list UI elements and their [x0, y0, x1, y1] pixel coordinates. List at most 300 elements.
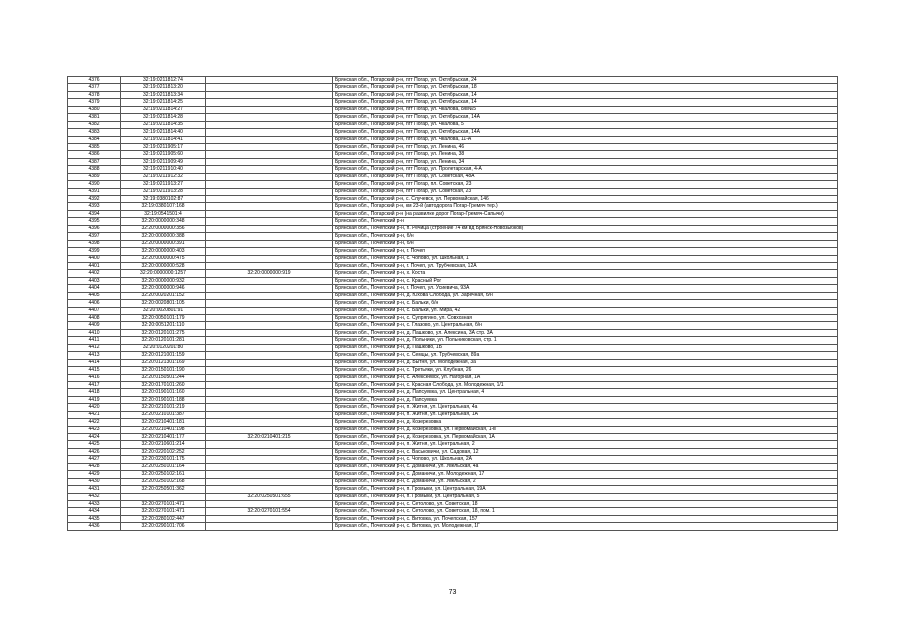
cell-row-number: 4410: [68, 329, 121, 336]
cell-cadastral-number: 32:20:0121301:169: [121, 359, 206, 366]
cell-address: Брянская обл., Почепский р-н, г. Почеп: [333, 248, 838, 255]
table-row: [68, 396, 838, 403]
cell-row-number: 4387: [68, 158, 121, 165]
cell-row-number: 4394: [68, 210, 121, 217]
table-row: [68, 166, 838, 173]
cell-linked-cadastral-number: [206, 203, 333, 210]
cell-address: Брянская обл., Почепский р-н, с. Красная Слобода, ул. Молодежная, 1/1: [333, 381, 838, 388]
cell-linked-cadastral-number: [206, 315, 333, 322]
cell-row-number: 4397: [68, 233, 121, 240]
cell-cadastral-number: 32:19:0211813:20: [121, 84, 206, 91]
cell-row-number: 4427: [68, 456, 121, 463]
cell-row-number: 4392: [68, 196, 121, 203]
table-row: [68, 441, 838, 448]
cell-address: Брянская обл., Погарский р-н, пгт Погар, ул. Октябрьская, 18: [333, 84, 838, 91]
cell-linked-cadastral-number: [206, 143, 333, 150]
cell-linked-cadastral-number: [206, 173, 333, 180]
cell-cadastral-number: 32:20:0000000:1257: [121, 270, 206, 277]
cell-row-number: 4415: [68, 367, 121, 374]
cell-row-number: 4389: [68, 173, 121, 180]
cell-address: Брянская обл., Почепский р-н, д. Пашково, ул. Алексина, 3А стр. 3А: [333, 329, 838, 336]
cell-linked-cadastral-number: [206, 218, 333, 225]
cell-address: Брянская обл., Погарский р-н, км 23-й (автодорога Погар-Гремяч тер.): [333, 203, 838, 210]
cell-address: Брянская обл., Почепский р-н, п. Речица (строение 74 км вд Брянск-Новозыбков): [333, 225, 838, 232]
table-row: [68, 106, 838, 113]
cell-cadastral-number: 32:20:0150501:244: [121, 374, 206, 381]
table-row: [68, 225, 838, 232]
table-row: [68, 196, 838, 203]
cell-row-number: 4379: [68, 99, 121, 106]
cell-row-number: 4401: [68, 262, 121, 269]
table-row: [68, 173, 838, 180]
cell-linked-cadastral-number: [206, 300, 333, 307]
cell-cadastral-number: 32:20:0000000:348: [121, 218, 206, 225]
cell-linked-cadastral-number: [206, 486, 333, 493]
cell-address: Брянская обл., Почепский р-н, с. Витовка, ул. Молодежная, 1Г: [333, 523, 838, 530]
table-row: [68, 315, 838, 322]
cell-linked-cadastral-number: [206, 329, 333, 336]
cell-address: Брянская обл., Почепский р-н, д. Козерезовка, ул. Первомайская, 1-в: [333, 426, 838, 433]
table-row: [68, 233, 838, 240]
cell-cadastral-number: 32:20:0290101:706: [121, 523, 206, 530]
cell-address: Брянская обл., Почепский р-н, д. Бытня, ул. Молодежная, 3а: [333, 359, 838, 366]
cell-row-number: 4435: [68, 515, 121, 522]
cell-row-number: 4404: [68, 285, 121, 292]
table-row: [68, 292, 838, 299]
cell-cadastral-number: 32:19:0211814:27: [121, 106, 206, 113]
cell-row-number: 4398: [68, 240, 121, 247]
table-row: [68, 143, 838, 150]
cell-linked-cadastral-number: [206, 352, 333, 359]
cell-row-number: 4417: [68, 381, 121, 388]
cell-cadastral-number: 32:20:0000000:475: [121, 255, 206, 262]
cell-row-number: 4391: [68, 188, 121, 195]
cell-address: Брянская обл., Погарский р-н, пгт Погар, ул. Ленина, 46: [333, 143, 838, 150]
cell-cadastral-number: 32:20:0220102:252: [121, 448, 206, 455]
cell-cadastral-number: 32:20:0190101:188: [121, 396, 206, 403]
table-row: [68, 121, 838, 128]
table-row: [68, 129, 838, 136]
cell-row-number: 4408: [68, 315, 121, 322]
cell-cadastral-number: 32:19:0211905:17: [121, 143, 206, 150]
cell-cadastral-number: 32:20:0051201:110: [121, 322, 206, 329]
cell-cadastral-number: 32:20:0020801:105: [121, 300, 206, 307]
table-row: [68, 478, 838, 485]
cell-cadastral-number: 32:20:0000000:932: [121, 277, 206, 284]
cell-cadastral-number: 32:19:0380107:168: [121, 203, 206, 210]
cell-cadastral-number: 32:20:0270101:471: [121, 508, 206, 515]
cell-row-number: 4426: [68, 448, 121, 455]
cell-cadastral-number: 32:20:0250101:164: [121, 463, 206, 470]
cell-cadastral-number: 32:20:0050101:179: [121, 315, 206, 322]
cell-linked-cadastral-number: [206, 277, 333, 284]
cell-row-number: 4383: [68, 129, 121, 136]
cell-address: Брянская обл., Погарский р-н, пгт Погар, ул. Ленина, 38: [333, 151, 838, 158]
cell-address: Брянская обл., Почепский р-н, с. Доманичи, ул. Молодежная, 17: [333, 471, 838, 478]
cell-linked-cadastral-number: [206, 441, 333, 448]
cell-linked-cadastral-number: [206, 337, 333, 344]
cell-linked-cadastral-number: [206, 262, 333, 269]
cell-address: Брянская обл., Почепский р-н, с. Алексеевск, ул. Нагорная, 1А: [333, 374, 838, 381]
cell-linked-cadastral-number: [206, 456, 333, 463]
table-row: [68, 493, 838, 500]
cell-cadastral-number: 32:19:0211814:25: [121, 99, 206, 106]
cell-cadastral-number: 32:20:0120101:281: [121, 337, 206, 344]
cell-linked-cadastral-number: [206, 77, 333, 84]
cell-row-number: 4384: [68, 136, 121, 143]
cell-address: Брянская обл., Погарский р-н, пгт Погар, ул. Советская, 48А: [333, 173, 838, 180]
table-row: [68, 84, 838, 91]
cell-linked-cadastral-number: [206, 478, 333, 485]
cell-linked-cadastral-number: [206, 404, 333, 411]
cell-row-number: 4434: [68, 508, 121, 515]
cell-row-number: 4377: [68, 84, 121, 91]
cell-address: Брянская обл., Почепский р-н, х. Костa: [333, 270, 838, 277]
cell-linked-cadastral-number: [206, 210, 333, 217]
cell-address: Брянская обл., Погарский р-н, пгт Погар, ул. Октябрьская, 24: [333, 77, 838, 84]
table-row: [68, 181, 838, 188]
cell-linked-cadastral-number: [206, 240, 333, 247]
table-row: [68, 114, 838, 121]
table-row: [68, 352, 838, 359]
cell-row-number: 4402: [68, 270, 121, 277]
cell-address: Брянская обл., Погарский р-н, пгт Погар, ул. Октябрьская, 14: [333, 99, 838, 106]
table-row: [68, 389, 838, 396]
cell-linked-cadastral-number: [206, 411, 333, 418]
table-row: [68, 411, 838, 418]
table-row: [68, 277, 838, 284]
table-row: [68, 337, 838, 344]
cell-address: Брянская обл., Погарский р-н, с. Случевск, ул. Первомайская, 146: [333, 196, 838, 203]
cell-row-number: 4432: [68, 493, 121, 500]
table-row: [68, 151, 838, 158]
cell-linked-cadastral-number: [206, 99, 333, 106]
table-row: [68, 240, 838, 247]
table-row: [68, 381, 838, 388]
table-row: [68, 285, 838, 292]
cell-row-number: 4380: [68, 106, 121, 113]
cell-address: Брянская обл., Погарский р-н, пгт Погар, ул. Чкалова, 8/в№5: [333, 106, 838, 113]
cell-address: Брянская обл., Почепский р-н: [333, 218, 838, 225]
cell-address: Брянская обл., Погарский р-н, пгт Погар, ул. Октябрьская, 14А: [333, 114, 838, 121]
cell-address: Брянская обл., Погарский р-н, пгт Погар, ул. Чкалова, 11-А: [333, 136, 838, 143]
cell-cadastral-number: 32:19:0211909:49: [121, 158, 206, 165]
cell-linked-cadastral-number: [206, 463, 333, 470]
cell-address: Брянская обл., Почепский р-н, д. Юхова Слобода, ул. Заречная, б/н: [333, 292, 838, 299]
cell-address: Брянская обл., Почепский р-н, с. Третьяки, ул. Клубная, 26: [333, 367, 838, 374]
cell-cadastral-number: 32:19:0211910:40: [121, 166, 206, 173]
cell-cadastral-number: 32:19:0211912:32: [121, 173, 206, 180]
cell-address: Брянская обл., Погарский р-н, пгт Погар, ул. Октябрьская, 14: [333, 91, 838, 98]
cell-address: Брянская обл., Погарский р-н, пгт Погар, ул. Советская, 23: [333, 188, 838, 195]
cell-address: Брянская обл., Почепский р-н, с. Чоповo, ул. Школьная, 2А: [333, 456, 838, 463]
cell-address: Брянская обл., Погарский р-н, пгт Погар, ул. Чкалова, 5: [333, 121, 838, 128]
cell-linked-cadastral-number: [206, 196, 333, 203]
cell-cadastral-number: 32:19:0211913:28: [121, 188, 206, 195]
table-row: [68, 523, 838, 530]
table-row: [68, 210, 838, 217]
cell-linked-cadastral-number: [206, 248, 333, 255]
cell-row-number: 4405: [68, 292, 121, 299]
cell-address: Брянская обл., Почепский р-н, д. Папсуевка, ул. Центральная, 4: [333, 389, 838, 396]
cell-cadastral-number: 32:20:0120101:275: [121, 329, 206, 336]
cell-linked-cadastral-number: [206, 121, 333, 128]
table-row: [68, 463, 838, 470]
cell-row-number: 4411: [68, 337, 121, 344]
cell-address: Брянская обл., Почепский р-н, с. Бальки, б/н: [333, 300, 838, 307]
cell-row-number: 4386: [68, 151, 121, 158]
cell-address: Брянская обл., Почепский р-н, с. Сетолово, ул. Советская, 18: [333, 500, 838, 507]
cell-linked-cadastral-number: 32:20:0000000:919: [206, 270, 333, 277]
cell-address: Брянская обл., Почепский р-н, с. Сетолово, ул. Советская, 18, пом. 1: [333, 508, 838, 515]
cell-row-number: 4399: [68, 248, 121, 255]
cell-linked-cadastral-number: [206, 359, 333, 366]
table-row: [68, 307, 838, 314]
cell-row-number: 4388: [68, 166, 121, 173]
cell-cadastral-number: 32:19:0541501:4: [121, 210, 206, 217]
cell-row-number: 4424: [68, 434, 121, 441]
cell-address: Брянская обл., Почепский р-н, д. Папсуевка: [333, 396, 838, 403]
cell-row-number: 4395: [68, 218, 121, 225]
registry-table-body: [68, 77, 838, 531]
table-row: [68, 419, 838, 426]
cell-address: Брянская обл., Погарский р-н, пгт Погар, ул. Ленина, 34: [333, 158, 838, 165]
cell-row-number: 4406: [68, 300, 121, 307]
cell-cadastral-number: 32:20:0210401:177: [121, 434, 206, 441]
cell-cadastral-number: 32:20:0170101:260: [121, 381, 206, 388]
cell-cadastral-number: 32:20:0250102:161: [121, 471, 206, 478]
cell-linked-cadastral-number: [206, 292, 333, 299]
cell-address: Брянская обл., Почепский р-н, д. Польники, ул. Польниковская, стр. 1: [333, 337, 838, 344]
cell-linked-cadastral-number: [206, 106, 333, 113]
cell-row-number: 4436: [68, 523, 121, 530]
cell-linked-cadastral-number: [206, 285, 333, 292]
table-row: [68, 374, 838, 381]
cell-cadastral-number: 32:19:0211814:35: [121, 121, 206, 128]
cell-address: Брянская обл., Почепский р-н, п. Громыки, ул. Центральная, 5: [333, 493, 838, 500]
table-row: [68, 77, 838, 84]
cell-row-number: 4431: [68, 486, 121, 493]
cell-cadastral-number: 32:20:0000000:391: [121, 240, 206, 247]
cell-cadastral-number: 32:20:0210101:219: [121, 404, 206, 411]
cell-address: Брянская обл., Почепский р-н, п. Житня, ул. Центральная, 2: [333, 441, 838, 448]
cell-cadastral-number: 32:20:0210601:214: [121, 441, 206, 448]
cell-linked-cadastral-number: [206, 188, 333, 195]
cell-row-number: 4419: [68, 396, 121, 403]
cell-linked-cadastral-number: [206, 367, 333, 374]
cell-address: Брянская обл., Почепский р-н, с. Глазово, ул. Центральная, б/н: [333, 322, 838, 329]
cell-linked-cadastral-number: [206, 448, 333, 455]
cell-row-number: 4425: [68, 441, 121, 448]
cell-cadastral-number: 32:20:0210101:387: [121, 411, 206, 418]
cell-cadastral-number: 32:20:0020801:91: [121, 307, 206, 314]
table-row: [68, 218, 838, 225]
cell-row-number: 4433: [68, 500, 121, 507]
cell-cadastral-number: 32:20:0120201:80: [121, 344, 206, 351]
cell-row-number: 4413: [68, 352, 121, 359]
cell-row-number: 4418: [68, 389, 121, 396]
cell-address: Брянская обл., Почепский р-н, п. Житня, ул. Центральная, 1А: [333, 411, 838, 418]
cell-cadastral-number: 32:20:0121001:159: [121, 352, 206, 359]
cell-row-number: 4421: [68, 411, 121, 418]
table-row: [68, 322, 838, 329]
cell-linked-cadastral-number: [206, 91, 333, 98]
cell-linked-cadastral-number: [206, 166, 333, 173]
table-row: [68, 136, 838, 143]
cell-address: Брянская обл., Почепский р-н, п. Громыки, ул. Центральная, 19А: [333, 486, 838, 493]
cell-cadastral-number: 32:20:0190101:160: [121, 389, 206, 396]
cell-cadastral-number: 32:19:0380102:87: [121, 196, 206, 203]
table-row: [68, 359, 838, 366]
cell-linked-cadastral-number: [206, 419, 333, 426]
table-row: [68, 515, 838, 522]
cell-row-number: 4376: [68, 77, 121, 84]
cell-linked-cadastral-number: [206, 136, 333, 143]
cell-address: Брянская обл., Погарский р-н, пгт Погар, ул. Октябрьская, 14А: [333, 129, 838, 136]
table-row: [68, 255, 838, 262]
cell-row-number: 4428: [68, 463, 121, 470]
cell-cadastral-number: 32:19:0211905:60: [121, 151, 206, 158]
cell-address: Брянская обл., Погарский р-н, пгт Погар, пл. Советская, 23: [333, 181, 838, 188]
cell-address: Брянская обл., Почепский р-н, г. Почеп, ул. Усиевича, 93А: [333, 285, 838, 292]
table-row: [68, 367, 838, 374]
cell-row-number: 4378: [68, 91, 121, 98]
cell-linked-cadastral-number: [206, 500, 333, 507]
cell-row-number: 4409: [68, 322, 121, 329]
table-row: [68, 434, 838, 441]
cell-cadastral-number: 32:19:0211814:28: [121, 114, 206, 121]
table-row: [68, 270, 838, 277]
cell-linked-cadastral-number: [206, 129, 333, 136]
cell-row-number: 4416: [68, 374, 121, 381]
cell-linked-cadastral-number: [206, 523, 333, 530]
cell-address: Брянская обл., Почепский р-н, б/н: [333, 233, 838, 240]
cell-row-number: 4390: [68, 181, 121, 188]
cell-linked-cadastral-number: [206, 426, 333, 433]
cell-address: Брянская обл., Погарский р-н (на развилке дорог Погар-Гремяч-Сапычи): [333, 210, 838, 217]
cell-linked-cadastral-number: 32:20:0270101:554: [206, 508, 333, 515]
cell-cadastral-number: 32:19:0211814:40: [121, 129, 206, 136]
cell-row-number: 4403: [68, 277, 121, 284]
cell-linked-cadastral-number: [206, 181, 333, 188]
cell-address: Брянская обл., Почепский р-н, с. Супрягино, ул. Совхозная: [333, 315, 838, 322]
cell-linked-cadastral-number: [206, 396, 333, 403]
cell-address: Брянская обл., Почепский р-н, д. Козерезовка, ул. Первомайская, 1А: [333, 434, 838, 441]
cell-address: Брянская обл., Почепский р-н, б/н: [333, 240, 838, 247]
cell-linked-cadastral-number: [206, 114, 333, 121]
cell-cadastral-number: 32:20:0250501:362: [121, 486, 206, 493]
cell-row-number: 4385: [68, 143, 121, 150]
cell-cadastral-number: 32:20:0000000:356: [121, 225, 206, 232]
cell-address: Брянская обл., Почепский р-н, с. Чоповo, ул. Школьная, 1: [333, 255, 838, 262]
table-row: [68, 262, 838, 269]
cell-linked-cadastral-number: 32:20:0250501:655: [206, 493, 333, 500]
cell-address: Брянская обл., Почепский р-н, с. Семцы, ул. Трубчевская, 89а: [333, 352, 838, 359]
cell-row-number: 4423: [68, 426, 121, 433]
cell-linked-cadastral-number: [206, 374, 333, 381]
table-row: [68, 456, 838, 463]
cell-address: Брянская обл., Почепский р-н, с. Доманичи, ул. Увельская, 4а: [333, 463, 838, 470]
cell-linked-cadastral-number: [206, 322, 333, 329]
cell-row-number: 4407: [68, 307, 121, 314]
cell-cadastral-number: 32:20:0280102:447: [121, 515, 206, 522]
cell-cadastral-number: 32:20:0000000:403: [121, 248, 206, 255]
table-row: [68, 448, 838, 455]
table-row: [68, 188, 838, 195]
cell-linked-cadastral-number: [206, 158, 333, 165]
cell-cadastral-number: 32:20:0000000:528: [121, 262, 206, 269]
cell-row-number: 4414: [68, 359, 121, 366]
cell-row-number: 4430: [68, 478, 121, 485]
table-row: [68, 248, 838, 255]
table-row: [68, 426, 838, 433]
cell-cadastral-number: 32:20:0250102:168: [121, 478, 206, 485]
cell-linked-cadastral-number: [206, 84, 333, 91]
cell-address: Брянская обл., Почепский р-н, п. Житня, ул. Центральная, 4а: [333, 404, 838, 411]
cell-row-number: 4422: [68, 419, 121, 426]
cell-address: Брянская обл., Почепский р-н, г. Почеп, ул. Трубчевская, 12А: [333, 262, 838, 269]
cell-linked-cadastral-number: [206, 381, 333, 388]
cell-linked-cadastral-number: [206, 233, 333, 240]
cell-linked-cadastral-number: [206, 471, 333, 478]
cell-cadastral-number: 32:19:0211812:74: [121, 77, 206, 84]
cell-linked-cadastral-number: [206, 344, 333, 351]
table-row: [68, 158, 838, 165]
cell-row-number: 4412: [68, 344, 121, 351]
cell-linked-cadastral-number: [206, 389, 333, 396]
cell-linked-cadastral-number: [206, 255, 333, 262]
cell-row-number: 4429: [68, 471, 121, 478]
cell-linked-cadastral-number: [206, 225, 333, 232]
cell-cadastral-number: 32:20:0000000:946: [121, 285, 206, 292]
cell-cadastral-number: 32:19:0211814:41: [121, 136, 206, 143]
cell-linked-cadastral-number: [206, 307, 333, 314]
table-row: [68, 344, 838, 351]
table-row: [68, 203, 838, 210]
cell-cadastral-number: 32:20:0230101:175: [121, 456, 206, 463]
table-row: [68, 329, 838, 336]
cell-row-number: 4382: [68, 121, 121, 128]
table-row: [68, 486, 838, 493]
cell-address: Брянская обл., Почепский р-н, д. Козерезовка: [333, 419, 838, 426]
cell-cadastral-number: 32:20:0150101:190: [121, 367, 206, 374]
cell-cadastral-number: 32:20:0270101:471: [121, 500, 206, 507]
cell-row-number: 4420: [68, 404, 121, 411]
registry-table: [67, 76, 838, 531]
cell-address: Брянская обл., Почепский р-н, с. Бальки, ул. Мира, 42: [333, 307, 838, 314]
page-number: 73: [448, 589, 457, 596]
cell-linked-cadastral-number: [206, 515, 333, 522]
cell-address: Брянская обл., Почепский р-н, с. Красный Рог: [333, 277, 838, 284]
cell-linked-cadastral-number: [206, 151, 333, 158]
cell-row-number: 4400: [68, 255, 121, 262]
table-row: [68, 404, 838, 411]
cell-address: Брянская обл., Погарский р-н, пгт Погар, ул. Пролетарская, 4-А: [333, 166, 838, 173]
table-row: [68, 99, 838, 106]
cell-cadastral-number: 32:19:0211913:27: [121, 181, 206, 188]
table-row: [68, 500, 838, 507]
cell-address: Брянская обл., Почепский р-н, с. Доманичи, ул. Увельская, 2: [333, 478, 838, 485]
cell-row-number: 4393: [68, 203, 121, 210]
table-row: [68, 91, 838, 98]
cell-cadastral-number: 32:20:0020201:152: [121, 292, 206, 299]
cell-cadastral-number: [121, 493, 206, 500]
cell-cadastral-number: 32:19:0211813:34: [121, 91, 206, 98]
cell-cadastral-number: 32:20:0000000:388: [121, 233, 206, 240]
cell-cadastral-number: 32:20:0210401:181: [121, 419, 206, 426]
cell-cadastral-number: 32:20:0210401:198: [121, 426, 206, 433]
table-row: [68, 300, 838, 307]
